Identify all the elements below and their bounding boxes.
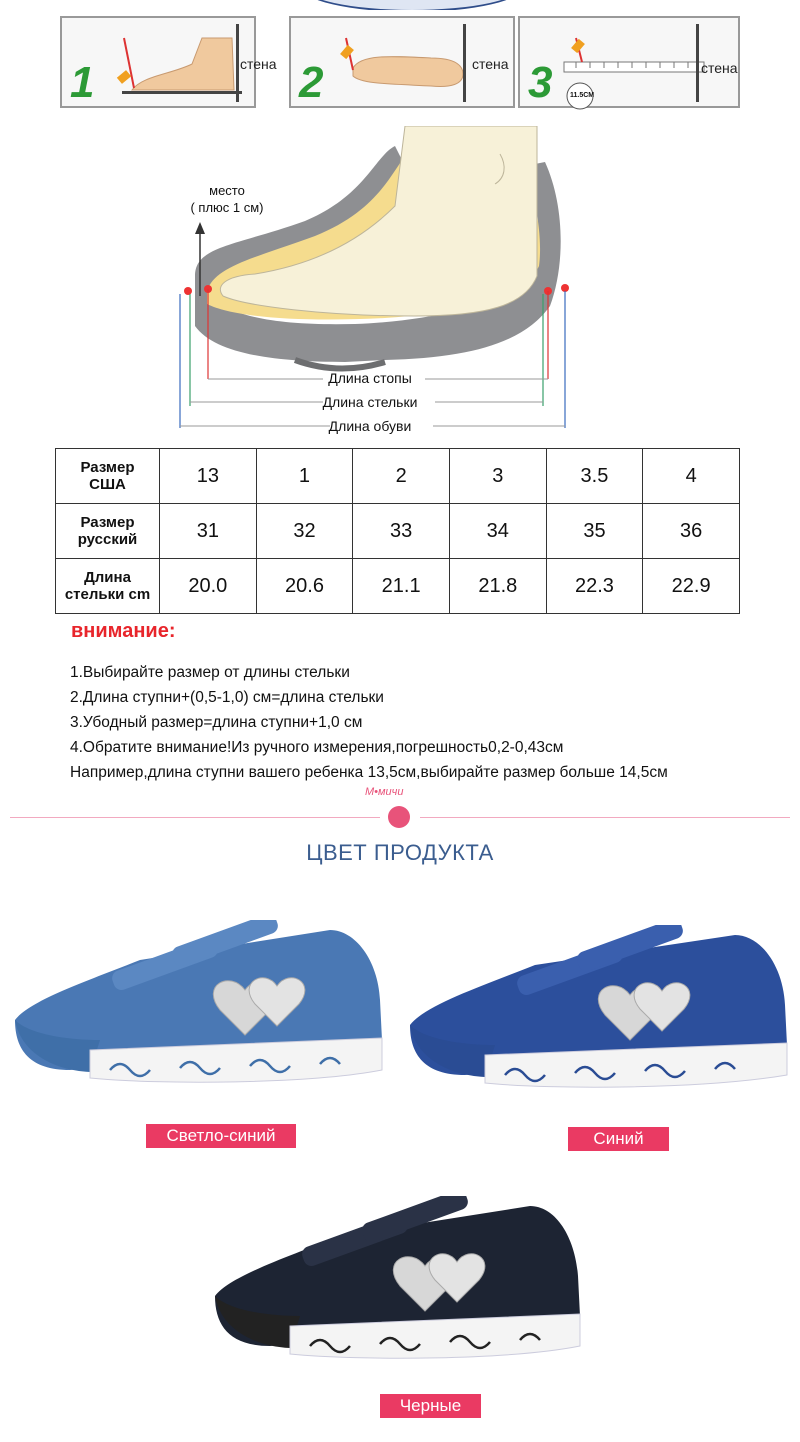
foot-length-label: Длина стопы — [328, 370, 412, 386]
table-cell: 3 — [449, 449, 546, 504]
measure-step-1 — [60, 16, 277, 108]
table-cell: 36 — [643, 504, 740, 559]
wall-label: стена — [240, 56, 277, 72]
measure-step-2 — [289, 16, 515, 108]
space-sub-label: ( плюс 1 см) — [190, 200, 264, 215]
table-cell: 22.3 — [546, 559, 643, 614]
divider-left — [10, 817, 380, 818]
table-cell: 20.6 — [256, 559, 353, 614]
foot-shoe-drawing — [155, 126, 585, 436]
space-label: место — [209, 183, 245, 198]
table-cell: 13 — [160, 449, 257, 504]
measure-step-3 — [518, 16, 740, 108]
table-cell: 1 — [256, 449, 353, 504]
row-header: Размер США — [56, 449, 160, 504]
foot-in-shoe-diagram — [155, 126, 585, 436]
color-label-black: Черные — [380, 1394, 481, 1418]
ruler-value: 11.5CM — [570, 92, 595, 99]
row-header: Размер русский — [56, 504, 160, 559]
insole-length-label: Длина стельки — [322, 394, 418, 410]
note-line: 4.Обратите внимание!Из ручного измерения,погрешность0,2-0,43см — [70, 739, 564, 756]
step-number: 1 — [70, 58, 95, 107]
table-cell: 35 — [546, 504, 643, 559]
table-cell: 2 — [353, 449, 450, 504]
step-number: 3 — [528, 58, 553, 107]
table-row — [56, 449, 740, 504]
size-table — [55, 448, 740, 614]
table-cell: 21.1 — [353, 559, 450, 614]
space-annotation — [177, 182, 277, 216]
wall-label: стена — [472, 56, 509, 72]
note-line: Например,длина ступни вашего ребенка 13,5см,выбирайте размер больше 14,5см — [70, 764, 668, 781]
attention-notes — [70, 660, 668, 785]
table-cell: 22.9 — [643, 559, 740, 614]
table-row — [56, 504, 740, 559]
divider-right — [420, 817, 790, 818]
table-row — [56, 559, 740, 614]
shoe-light-blue-image — [10, 920, 390, 1090]
brand-cow-icon — [388, 806, 410, 828]
table-cell: 20.0 — [160, 559, 257, 614]
shoe-length-label: Длина обуви — [328, 418, 412, 434]
note-line: 3.Убодный размер=длина ступни+1,0 см — [70, 714, 363, 731]
table-cell: 34 — [449, 504, 546, 559]
wall-line — [696, 24, 699, 102]
table-cell: 4 — [643, 449, 740, 504]
table-cell: 31 — [160, 504, 257, 559]
wall-line — [236, 24, 239, 102]
shoe-blue-image — [405, 925, 790, 1095]
table-cell: 32 — [256, 504, 353, 559]
color-label-light-blue: Светло-синий — [146, 1124, 296, 1148]
color-label-blue: Синий — [568, 1127, 669, 1151]
note-line: 2.Длина ступни+(0,5-1,0) см=длина стельки — [70, 689, 384, 706]
attention-title: внимание: — [71, 620, 176, 642]
top-shoe-edge — [300, 0, 520, 10]
wall-label: стена — [701, 60, 738, 76]
product-colors-title: ЦВЕТ ПРОДУКТА — [306, 840, 494, 865]
wall-line — [463, 24, 466, 102]
table-cell: 3.5 — [546, 449, 643, 504]
shoe-black-image — [210, 1196, 585, 1366]
table-cell: 21.8 — [449, 559, 546, 614]
brand-logo-text: М•мичи — [365, 786, 404, 798]
note-line: 1.Выбирайте размер от длины стельки — [70, 664, 350, 681]
row-header: Длина стельки cm — [56, 559, 160, 614]
table-cell: 33 — [353, 504, 450, 559]
step-number: 2 — [299, 58, 324, 107]
foot-side-illustration — [62, 18, 258, 110]
